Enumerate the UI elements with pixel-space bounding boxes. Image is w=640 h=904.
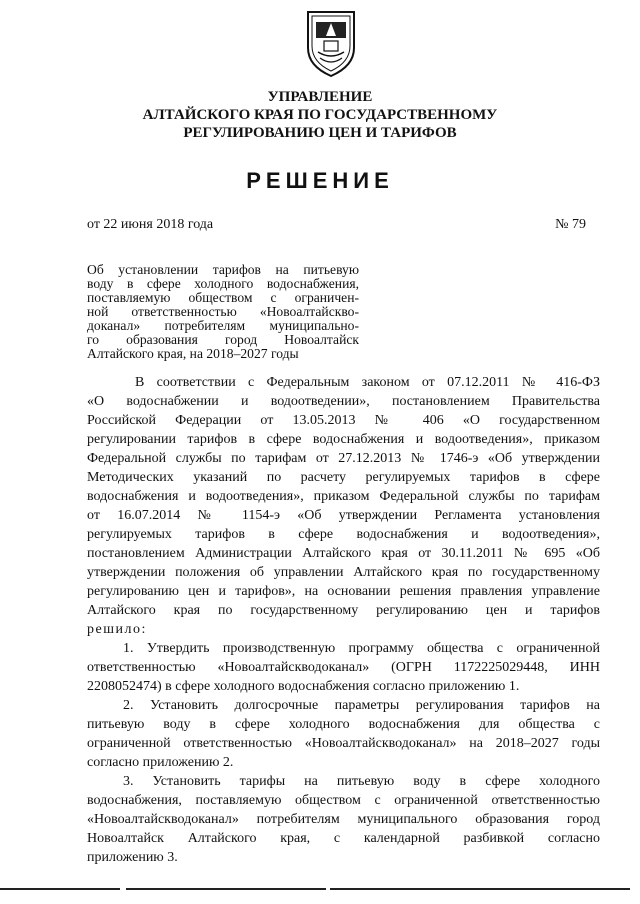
header-line-1: УПРАВЛЕНИЕ <box>267 89 373 105</box>
body-line: ответственностью «Новоалтайскводоканал» (ОГРН 1172225029448, ИНН <box>87 660 600 675</box>
body-line: питьевую воду в сфере холодного водоснабжения для общества с <box>87 717 600 732</box>
body-line: Российской Федерации от 13.05.2013 № 406 «О государственном <box>87 413 600 428</box>
header-line-2: АЛТАЙСКОГО КРАЯ ПО ГОСУДАРСТВЕННОМУ <box>142 107 498 123</box>
body-line: водоснабжения, поставляемую обществом с ограниченной ответственностью <box>87 793 600 808</box>
subject-line: поставляемую обществом с ограничен- <box>87 290 359 305</box>
body-line: 2208052474) в сфере холодного водоснабжения согласно приложению 1. <box>87 679 520 694</box>
body-line: решило: <box>87 622 147 637</box>
body-line: Федеральной службы по тарифам от 27.12.2013 № 1746-э «Об утверждении <box>87 451 600 466</box>
subject-line: го образования город Новоалтайск <box>87 332 359 347</box>
subject-line: воду в сфере холодного водоснабжения, <box>87 276 359 291</box>
document-number: № 79 <box>555 217 586 232</box>
footer-divider <box>0 888 640 890</box>
body-line: регулированию цен и тарифов», на основании решения правления управление <box>87 584 600 599</box>
header-line-3: РЕГУЛИРОВАНИЮ ЦЕН И ТАРИФОВ <box>183 125 457 141</box>
body-line: от 16.07.2014 № 1154-э «Об утверждении Регламента установления <box>87 508 600 523</box>
body-line: «Новоалтайскводоканал» потребителям муниципального образования город <box>87 812 600 827</box>
body-line: Новоалтайск Алтайского края, с календарной разбивкой согласно <box>87 831 600 846</box>
body-line: 3. Установить тарифы на питьевую воду в сфере холодного <box>123 774 600 789</box>
document-subject <box>87 263 359 361</box>
body-line: 1. Утвердить производственную программу общества с ограниченной <box>123 641 600 656</box>
body-line: «О водоснабжении и водоотведении», постановлением Правительства <box>87 394 600 409</box>
subject-line: Об установлении тарифов на питьевую <box>87 262 359 277</box>
body-line: Методических указаний по расчету регулируемых тарифов в сфере <box>87 470 600 485</box>
body-line: ограниченной ответственностью «Новоалтайскводоканал» на 2018–2027 годы <box>87 736 600 751</box>
subject-line: доканал» потребителям муниципально- <box>87 318 359 333</box>
body-line: регулировании тарифов в сфере водоснабжения и водоотведения», приказом <box>87 432 600 447</box>
body-line: 2. Установить долгосрочные параметры регулирования тарифов на <box>123 698 600 713</box>
body-line: приложению 3. <box>87 850 178 865</box>
body-line: В соответствии с Федеральным законом от 07.12.2011 № 416-ФЗ <box>135 375 600 390</box>
subject-line: Алтайского края, на 2018–2027 годы <box>87 346 299 361</box>
issuer-header <box>0 88 640 142</box>
body-line: водоснабжения и водоотведения», приказом Федеральной службы по тарифам <box>87 489 600 504</box>
body-line: постановлением Администрации Алтайского края от 30.11.2011 № 695 «Об <box>87 546 600 561</box>
document-date: от 22 июня 2018 года <box>87 217 214 232</box>
subject-line: ной ответственностью «Новоалтайскво- <box>87 304 359 319</box>
body-line: утверждении положения об управлении Алтайского края по государственному <box>87 565 600 580</box>
coat-of-arms-emblem <box>302 8 360 78</box>
document-title: РЕШЕНИЕ <box>246 168 394 193</box>
body-line: Алтайского края по государственному регулированию цен и тарифов <box>87 603 600 618</box>
document-body <box>87 373 600 867</box>
body-line: регулируемых тарифов в сфере водоснабжения и водоотведения», <box>87 527 600 542</box>
body-line: согласно приложению 2. <box>87 755 234 770</box>
